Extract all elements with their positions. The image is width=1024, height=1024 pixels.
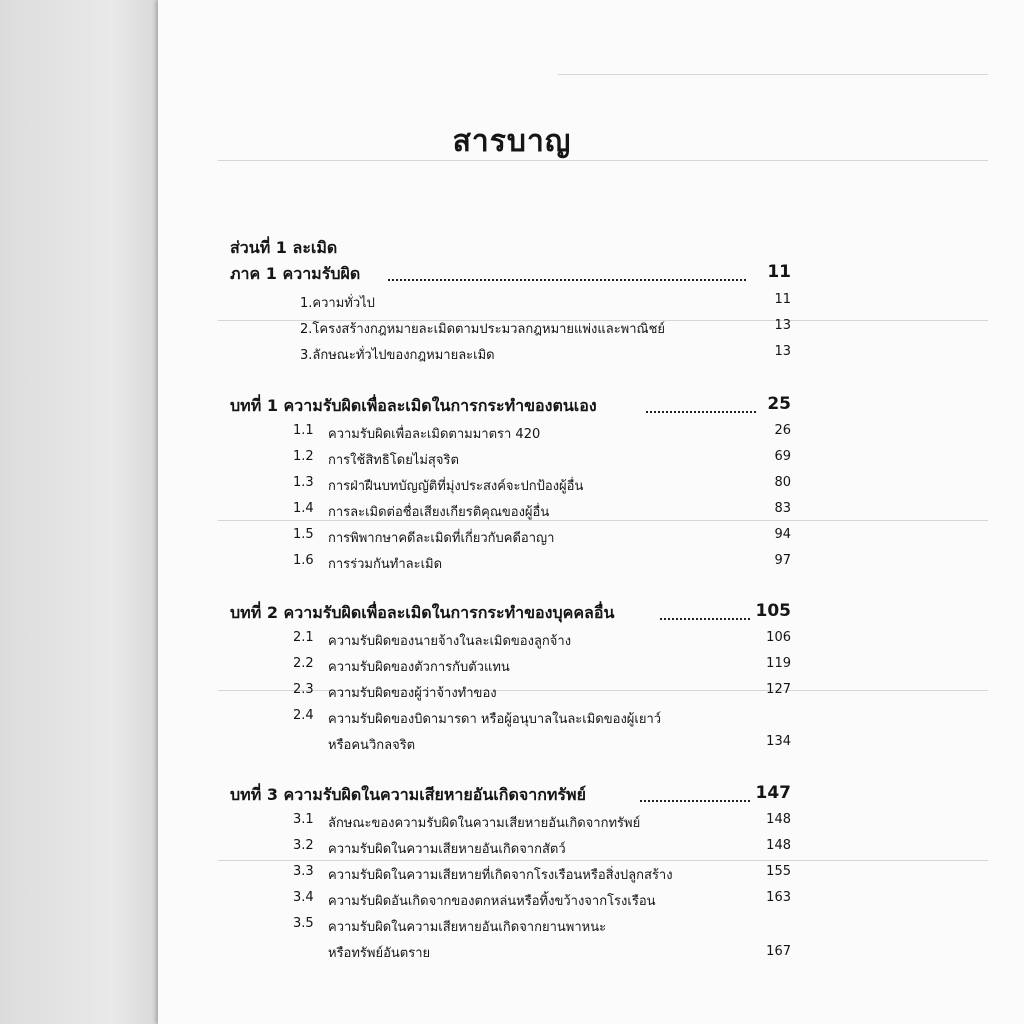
toc-entry-label: ความรับผิดในความเสียหายอันเกิดจากยานพาหนะ	[328, 920, 607, 935]
toc-entry-row	[0, 682, 1024, 708]
toc-entry-number: 3.4	[293, 890, 314, 905]
toc-page-number: 83	[774, 501, 791, 516]
part-heading: ส่วนที่ 1 ละเมิด	[230, 238, 338, 257]
dot-leader	[646, 411, 756, 413]
toc-page-number: 148	[766, 838, 791, 853]
toc-page-number: 11	[774, 292, 791, 307]
toc-entry-label: การร่วมกันทำละเมิด	[328, 557, 443, 572]
toc-page-number: 163	[766, 890, 791, 905]
toc-entry-number: 3.1	[293, 812, 314, 827]
toc-entry-number: 2.3	[293, 682, 314, 697]
toc-entry-label: ความรับผิดเพื่อละเมิดตามมาตรา 420	[328, 427, 541, 442]
toc-entry-label: ความรับผิดในความเสียหายที่เกิดจากโรงเรือนหรือสิ่งปลูกสร้าง	[328, 868, 673, 883]
toc-entry-row	[0, 864, 1024, 890]
toc-entry-label: ความรับผิดของนายจ้างในละเมิดของลูกจ้าง	[328, 634, 572, 649]
toc-page-number: 11	[767, 262, 791, 282]
toc-page-number: 155	[766, 864, 791, 879]
toc-entry-number: 3.2	[293, 838, 314, 853]
toc-page-number: 167	[766, 944, 791, 959]
toc-entry-row-continued	[0, 942, 1024, 968]
dot-leader	[388, 279, 746, 281]
toc-page-number: 119	[766, 656, 791, 671]
toc-chapter-label: บทที่ 1 ความรับผิดเพื่อละเมิดในการกระทำของตนเอง	[230, 396, 597, 415]
page-title: สารบาญ	[452, 124, 572, 159]
toc-entry-row	[0, 838, 1024, 864]
toc-entry-number: 1.6	[293, 553, 314, 568]
toc-entry-number: 3.3	[293, 864, 314, 879]
toc-page-number: 134	[766, 734, 791, 749]
toc-entry-label: 3.ลักษณะทั่วไปของกฎหมายละเมิด	[300, 348, 495, 363]
toc-chapter-label: บทที่ 3 ความรับผิดในความเสียหายอันเกิดจากทรัพย์	[230, 785, 586, 804]
toc-entry-number: 1.2	[293, 449, 314, 464]
toc-entry-row	[0, 708, 1024, 734]
toc-entry-row	[0, 553, 1024, 579]
toc-entry-row	[0, 292, 1024, 318]
toc-page-number: 25	[767, 394, 791, 414]
toc-entry-row	[0, 656, 1024, 682]
toc-page-number: 97	[774, 553, 791, 568]
toc-entry-number: 3.5	[293, 916, 314, 931]
toc-entry-number: 2.2	[293, 656, 314, 671]
toc-page-number: 80	[774, 475, 791, 490]
toc-entry-row	[0, 501, 1024, 527]
dot-leader	[660, 618, 750, 620]
toc-entry-number: 1.3	[293, 475, 314, 490]
toc-entry-row	[0, 890, 1024, 916]
toc-entry-label: ความรับผิดของบิดามารดา หรือผู้อนุบาลในละเมิดของผู้เยาว์	[328, 712, 662, 727]
toc-entry-number: 2.1	[293, 630, 314, 645]
toc-entry-label: ลักษณะของความรับผิดในความเสียหายอันเกิดจากทรัพย์	[328, 816, 641, 831]
toc-entry-row	[0, 449, 1024, 475]
toc-entry-row	[0, 916, 1024, 942]
toc-page-number: 148	[766, 812, 791, 827]
toc-page-number: 69	[774, 449, 791, 464]
toc-chapter-row	[0, 601, 1024, 627]
toc-entry-label: การฝ่าฝืนบทบัญญัติที่มุ่งประสงค์จะปกป้องผู้อื่น	[328, 479, 584, 494]
toc-entry-label-continued: หรือทรัพย์อันตราย	[328, 946, 431, 961]
toc-entry-row	[0, 344, 1024, 370]
toc-entry-label: 1.ความทั่วไป	[300, 296, 375, 311]
toc-page-number: 94	[774, 527, 791, 542]
toc-entry-label: ความรับผิดอันเกิดจากของตกหล่นหรือทิ้งขว้างจากโรงเรือน	[328, 894, 656, 909]
toc-entry-row	[0, 812, 1024, 838]
toc-page-number: 105	[755, 601, 791, 621]
toc-section-row	[0, 262, 1024, 288]
toc-entry-number: 1.5	[293, 527, 314, 542]
toc-chapter-row	[0, 394, 1024, 420]
toc-entry-row	[0, 475, 1024, 501]
toc-entry-label: ความรับผิดของตัวการกับตัวแทน	[328, 660, 510, 675]
toc-entry-row	[0, 423, 1024, 449]
toc-entry-label: การใช้สิทธิโดยไม่สุจริต	[328, 453, 459, 468]
toc-page-number: 13	[774, 344, 791, 359]
toc-section-label: ภาค 1 ความรับผิด	[230, 264, 361, 283]
toc-entry-number: 1.1	[293, 423, 314, 438]
toc-entry-number: 2.4	[293, 708, 314, 723]
toc-entry-row	[0, 318, 1024, 344]
toc-entry-row-continued	[0, 734, 1024, 760]
toc-entry-label: 2.โครงสร้างกฎหมายละเมิดตามประมวลกฎหมายแพ่งและพาณิชย์	[300, 322, 666, 337]
toc-entry-label: ความรับผิดในความเสียหายอันเกิดจากสัตว์	[328, 842, 566, 857]
toc-entry-row	[0, 527, 1024, 553]
toc-entry-label-continued: หรือคนวิกลจริต	[328, 738, 416, 753]
toc-page-number: 127	[766, 682, 791, 697]
toc-page-number: 26	[774, 423, 791, 438]
toc-page-number: 106	[766, 630, 791, 645]
toc-page-number: 13	[774, 318, 791, 333]
toc-page-number: 147	[755, 783, 791, 803]
toc-chapter-label: บทที่ 2 ความรับผิดเพื่อละเมิดในการกระทำของบุคคลอื่น	[230, 603, 615, 622]
toc-entry-label: การพิพากษาคดีละเมิดที่เกี่ยวกับคดีอาญา	[328, 531, 555, 546]
toc-entry-number: 1.4	[293, 501, 314, 516]
dot-leader	[640, 800, 750, 802]
toc-entry-row	[0, 630, 1024, 656]
toc-entry-label: ความรับผิดของผู้ว่าจ้างทำของ	[328, 686, 497, 701]
toc-entry-label: การละเมิดต่อชื่อเสียงเกียรติคุณของผู้อื่น	[328, 505, 550, 520]
toc-chapter-row	[0, 783, 1024, 809]
